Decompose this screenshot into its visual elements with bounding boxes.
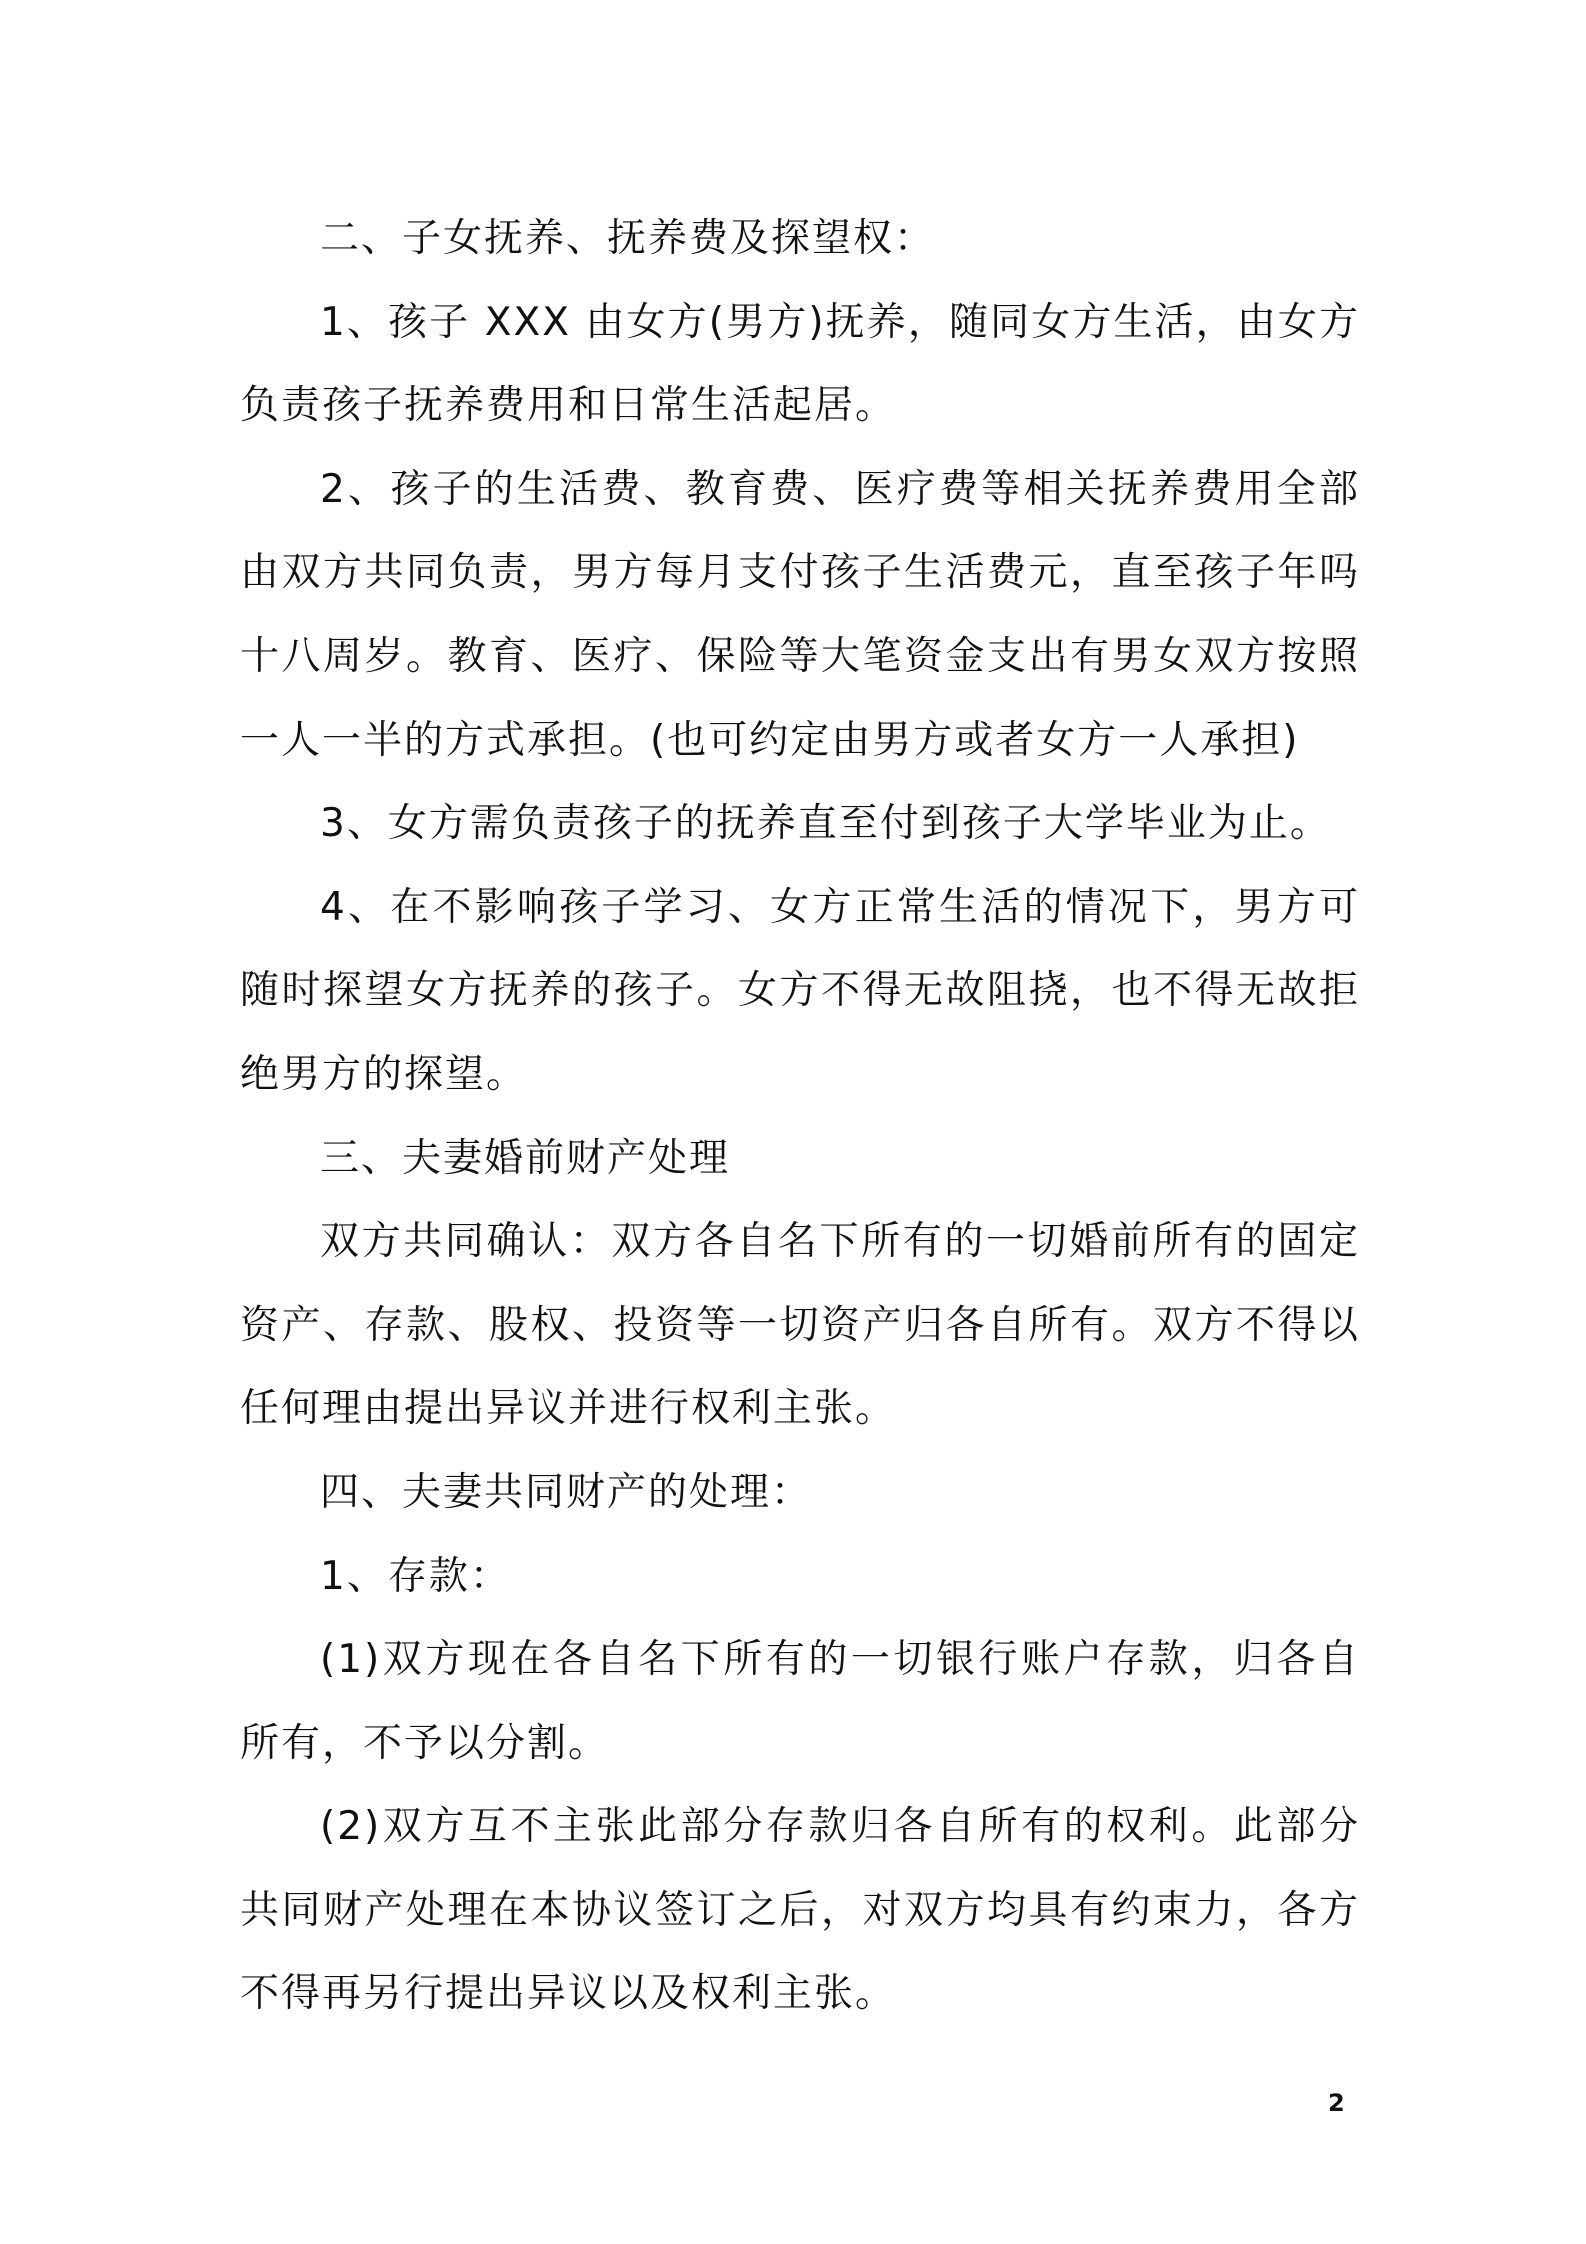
paragraph-deposits-item-1: (1)双方现在各自名下所有的一切银行账户存款，归各自所有，不予以分割。: [240, 1637, 1360, 1766]
paragraph-custody-clause-3: 3、女方需负责孩子的抚养直至付到孩子大学毕业为止。: [320, 801, 1331, 847]
paragraph-premarital-property: 双方共同确认：双方各自名下所有的一切婚前所有的固定资产、存款、股权、投资等一切资产归各自所有。双方不得以任何理由提出异议并进行权利主张。: [240, 1219, 1360, 1432]
document-body: [240, 197, 1360, 2036]
section-heading-premarital-property: 三、夫妻婚前财产处理: [320, 1135, 731, 1181]
subheading-deposits: 1、存款：: [320, 1553, 511, 1599]
paragraph-deposits-item-2: (2)双方互不主张此部分存款归各自所有的权利。此部分共同财产处理在本协议签订之后，对双方均具有约束力，各方不得再另行提出异议以及权利主张。: [240, 1804, 1360, 2017]
paragraph-custody-clause-4: 4、在不影响孩子学习、女方正常生活的情况下，男方可随时探望女方抚养的孩子。女方不得无故阻挠，也不得无故拒绝男方的探望。: [240, 884, 1360, 1097]
page-number: 2: [1328, 2089, 1345, 2117]
paragraph-custody-clause-2: 2、孩子的生活费、教育费、医疗费等相关抚养费用全部由双方共同负责，男方每月支付孩子生活费元，直至孩子年吗十八周岁。教育、医疗、保险等大笔资金支出有男女双方按照一人一半的方式承担。(也可约定由男方或者女方一人承担): [240, 466, 1360, 763]
paragraph-custody-clause-1: 1、孩子 XXX 由女方(男方)抚养，随同女方生活，由女方负责孩子抚养费用和日常生活起居。: [240, 299, 1360, 429]
section-heading-child-custody: 二、子女抚养、抚养费及探望权：: [320, 216, 936, 261]
section-heading-joint-property: 四、夫妻共同财产的处理：: [320, 1469, 813, 1515]
